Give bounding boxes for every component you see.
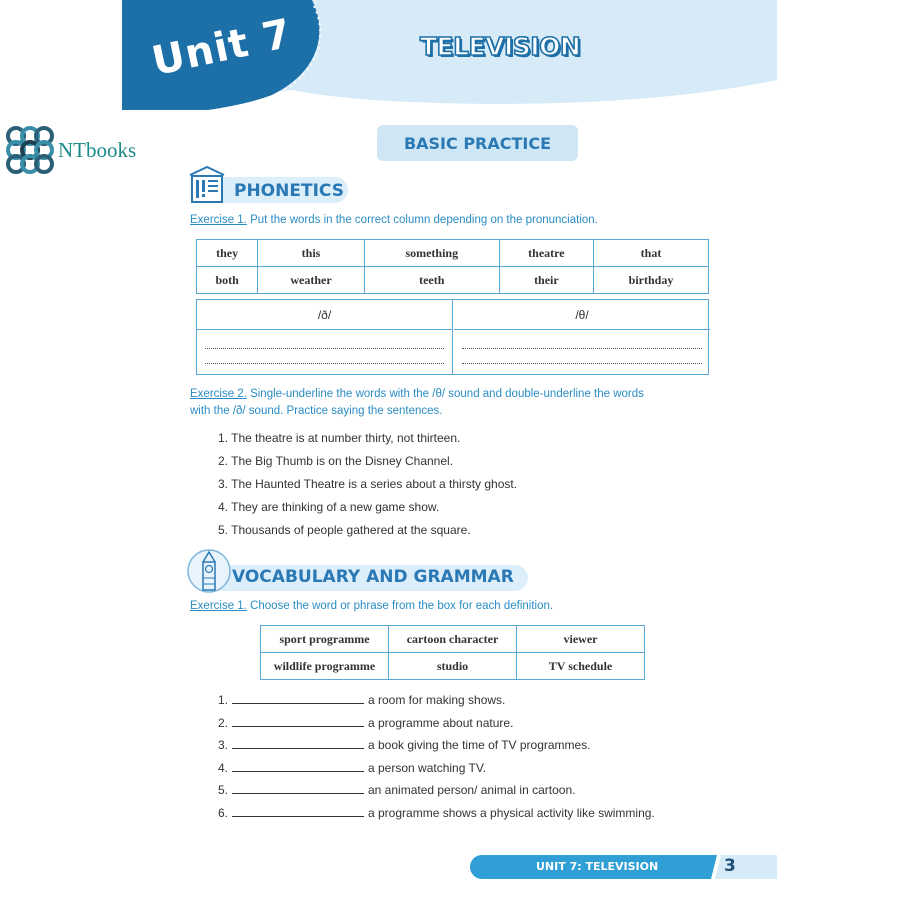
definition-list [218, 692, 655, 828]
item-number: 2. [218, 715, 229, 730]
definition-text: a programme shows a physical activity like swimming. [368, 805, 655, 820]
sentence-list [218, 430, 517, 545]
list-item: 4. They are thinking of a new game show. [218, 500, 440, 514]
table-row [197, 267, 709, 294]
vocabulary-heading [186, 548, 514, 594]
book-exclamation-icon [186, 163, 228, 205]
answer-line[interactable] [462, 340, 702, 349]
answer-blank[interactable] [232, 692, 364, 704]
exercise-label: Exercise 2. [190, 388, 247, 400]
list-item [218, 692, 655, 715]
answer-blank[interactable] [232, 737, 364, 749]
word-cell: teeth [364, 267, 499, 294]
word-cell: they [197, 240, 258, 267]
item-number: 1. [218, 693, 229, 707]
list-item [218, 737, 655, 760]
item-number: 3. [218, 738, 229, 753]
logo-text: NTbooks [58, 137, 137, 162]
exercise-text: Choose the word or phrase from the box for each definition. [246, 600, 554, 612]
table-row [197, 240, 709, 267]
table-row [261, 626, 645, 653]
word-cell: cartoon character [389, 626, 517, 653]
clock-tower-icon [186, 548, 232, 594]
item-number: 5. [218, 783, 229, 798]
word-cell: something [364, 240, 499, 267]
list-item [218, 782, 655, 805]
list-item [218, 760, 655, 783]
word-cell: weather [258, 267, 365, 294]
exercise-text: with the /ð/ sound. Practice saying the sentences. [190, 405, 443, 417]
phonetics-heading [186, 163, 344, 205]
word-cell: sport programme [261, 626, 389, 653]
word-cell: TV schedule [517, 653, 645, 680]
column-heading: /θ/ [454, 300, 710, 330]
answer-column-right [454, 300, 710, 374]
list-item: 5. Thousands of people gathered at the square. [218, 523, 471, 537]
answer-line[interactable] [462, 355, 702, 364]
phonetics-answer-box [196, 299, 709, 375]
phonetics-title: PHONETICS [234, 181, 344, 201]
chapter-title: TELEVISION [420, 32, 581, 61]
word-cell: both [197, 267, 258, 294]
phonetics-exercise2-instruction [190, 386, 644, 420]
answer-line[interactable] [205, 340, 444, 349]
vocabulary-title: VOCABULARY AND GRAMMAR [232, 567, 514, 587]
item-number: 4. [218, 760, 229, 775]
list-item: 1. The theatre is at number thirty, not thirteen. [218, 431, 461, 445]
word-cell: theatre [499, 240, 593, 267]
word-cell: viewer [517, 626, 645, 653]
exercise-label: Exercise 1. [190, 214, 247, 226]
definition-text: a person watching TV. [368, 760, 487, 775]
logo-icon [4, 124, 56, 176]
exercise-text: Single-underline the words with the /θ/ sound and double-underline the words [246, 388, 644, 400]
phonetics-word-table [196, 239, 709, 294]
definition-text: an animated person/ animal in cartoon. [368, 783, 576, 798]
word-cell: wildlife programme [261, 653, 389, 680]
basic-practice-label: BASIC PRACTICE [377, 125, 578, 161]
word-cell: that [594, 240, 709, 267]
definition-text: a room for making shows. [368, 693, 506, 707]
footer-unit-label: UNIT 7: TELEVISION [536, 860, 659, 873]
vocabulary-exercise1-instruction [190, 600, 553, 612]
answer-blank[interactable] [232, 760, 364, 772]
page-number: 3 [724, 856, 736, 876]
word-cell: their [499, 267, 593, 294]
exercise-label: Exercise 1. [190, 600, 247, 612]
answer-blank[interactable] [232, 715, 364, 727]
exercise-text: Put the words in the correct column depending on the pronunciation. [246, 214, 598, 226]
list-item [218, 715, 655, 738]
answer-blank[interactable] [232, 805, 364, 817]
answer-line[interactable] [205, 355, 444, 364]
answer-blank[interactable] [232, 782, 364, 794]
column-heading: /ð/ [197, 300, 452, 330]
ntbooks-logo [4, 124, 136, 176]
phonetics-exercise1-instruction [190, 214, 598, 226]
word-cell: studio [389, 653, 517, 680]
definition-text: a programme about nature. [368, 715, 514, 730]
definition-text: a book giving the time of TV programmes. [368, 738, 591, 753]
answer-column-left [197, 300, 453, 374]
table-row [261, 653, 645, 680]
word-cell: this [258, 240, 365, 267]
unit-title: Unit 7 [148, 10, 297, 85]
list-item [218, 805, 655, 828]
list-item: 2. The Big Thumb is on the Disney Channel. [218, 454, 454, 468]
vocabulary-word-box [260, 625, 645, 680]
word-cell: birthday [594, 267, 709, 294]
list-item: 3. The Haunted Theatre is a series about a thirsty ghost. [218, 477, 518, 491]
item-number: 6. [218, 805, 229, 820]
